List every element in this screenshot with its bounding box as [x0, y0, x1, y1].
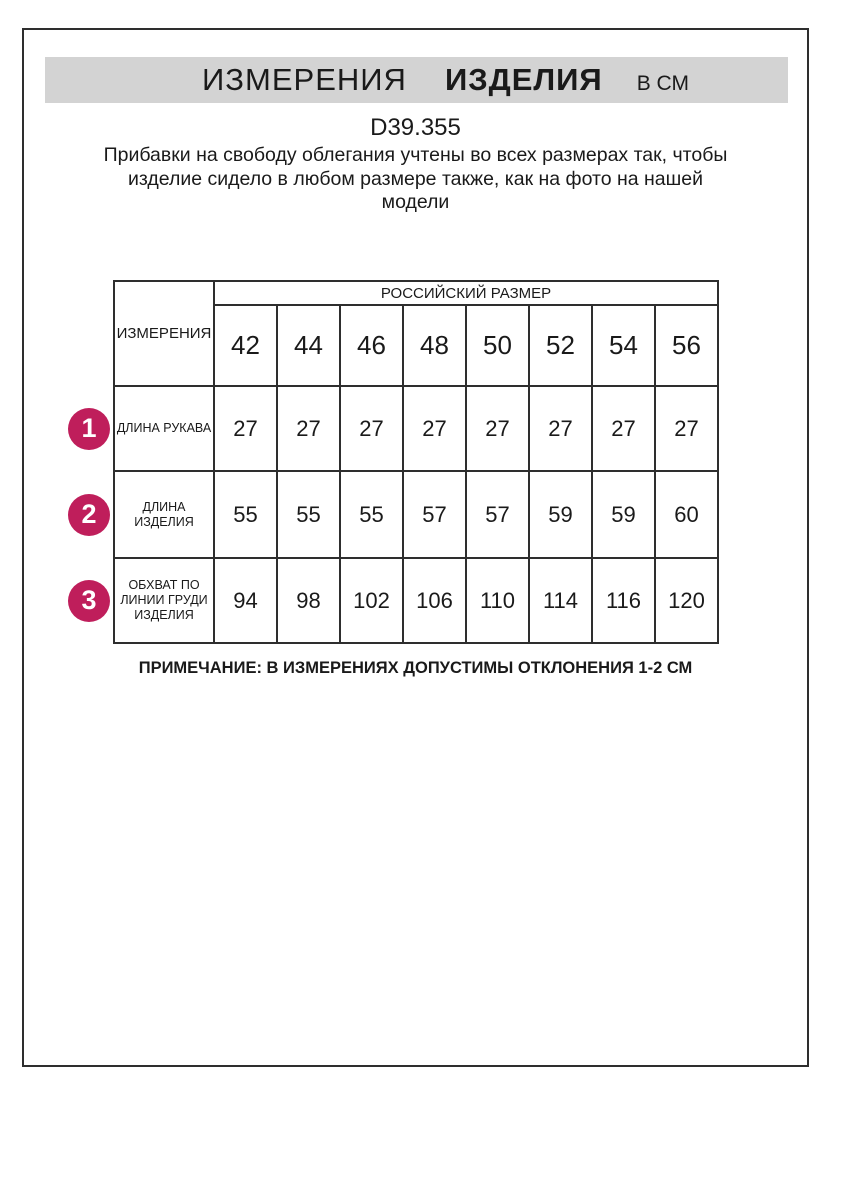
description-line: модели	[381, 191, 450, 213]
badge-number: 3	[81, 585, 97, 615]
value-cell: 98	[277, 558, 340, 643]
size-col-header: 46	[340, 305, 403, 386]
measure-row	[114, 386, 718, 471]
value-cell: 55	[214, 471, 277, 558]
description-line: Прибавки на свободу облегания учтены во всех размерах так, чтобы	[103, 144, 728, 166]
value-cell: 120	[655, 558, 718, 643]
value-cell: 55	[340, 471, 403, 558]
size-col-header: 56	[655, 305, 718, 386]
row-label: ДЛИНА РУКАВА	[114, 386, 214, 471]
value-cell: 57	[403, 471, 466, 558]
row-label: ОБХВАТ ПО ЛИНИИ ГРУДИ ИЗДЕЛИЯ	[114, 558, 214, 643]
size-col-header: 48	[403, 305, 466, 386]
value-cell: 27	[214, 386, 277, 471]
value-cell: 114	[529, 558, 592, 643]
page-title-word-measurements: ИЗМЕРЕНИЯ	[202, 62, 407, 97]
row-number-badge	[68, 580, 110, 622]
group-header-row	[114, 281, 718, 305]
size-col-header: 50	[466, 305, 529, 386]
note-text: ПРИМЕЧАНИЕ: В ИЗМЕРЕНИЯХ ДОПУСТИМЫ ОТКЛОНЕНИЯ 1-2 СМ	[138, 659, 693, 677]
value-cell: 27	[403, 386, 466, 471]
value-cell: 116	[592, 558, 655, 643]
value-cell: 27	[655, 386, 718, 471]
size-col-header: 52	[529, 305, 592, 386]
value-cell: 94	[214, 558, 277, 643]
badge-number: 1	[81, 413, 97, 443]
size-table-wrap	[113, 280, 719, 644]
page-title-word-product: ИЗДЕЛИЯ	[444, 62, 603, 97]
value-cell: 27	[592, 386, 655, 471]
description-line: изделие сидело в любом размере также, как на фото на нашей	[127, 167, 704, 190]
value-cell: 59	[592, 471, 655, 558]
title-group	[202, 57, 689, 109]
size-table	[113, 280, 719, 644]
measure-row	[114, 471, 718, 558]
row-number-badge	[68, 494, 110, 536]
measure-row	[114, 558, 718, 643]
product-code: D39.355	[370, 114, 461, 141]
value-cell: 59	[529, 471, 592, 558]
size-table-body	[114, 386, 718, 643]
row-number-badge	[68, 408, 110, 450]
value-cell: 110	[466, 558, 529, 643]
russian-size-header: РОССИЙСКИЙ РАЗМЕР	[214, 281, 718, 305]
value-cell: 60	[655, 471, 718, 558]
value-cell: 27	[340, 386, 403, 471]
value-cell: 55	[277, 471, 340, 558]
value-cell: 102	[340, 558, 403, 643]
value-cell: 57	[466, 471, 529, 558]
title-bar	[45, 57, 788, 103]
badge-number: 2	[81, 499, 97, 529]
size-col-header: 42	[214, 305, 277, 386]
value-cell: 27	[277, 386, 340, 471]
value-cell: 27	[466, 386, 529, 471]
size-col-header: 44	[277, 305, 340, 386]
value-cell: 27	[529, 386, 592, 471]
corner-header: ИЗМЕРЕНИЯ	[114, 281, 214, 386]
page-title-unit: В СМ	[636, 72, 689, 95]
value-cell: 106	[403, 558, 466, 643]
size-col-header: 54	[592, 305, 655, 386]
product-description	[22, 144, 809, 215]
row-label: ДЛИНА ИЗДЕЛИЯ	[114, 471, 214, 558]
